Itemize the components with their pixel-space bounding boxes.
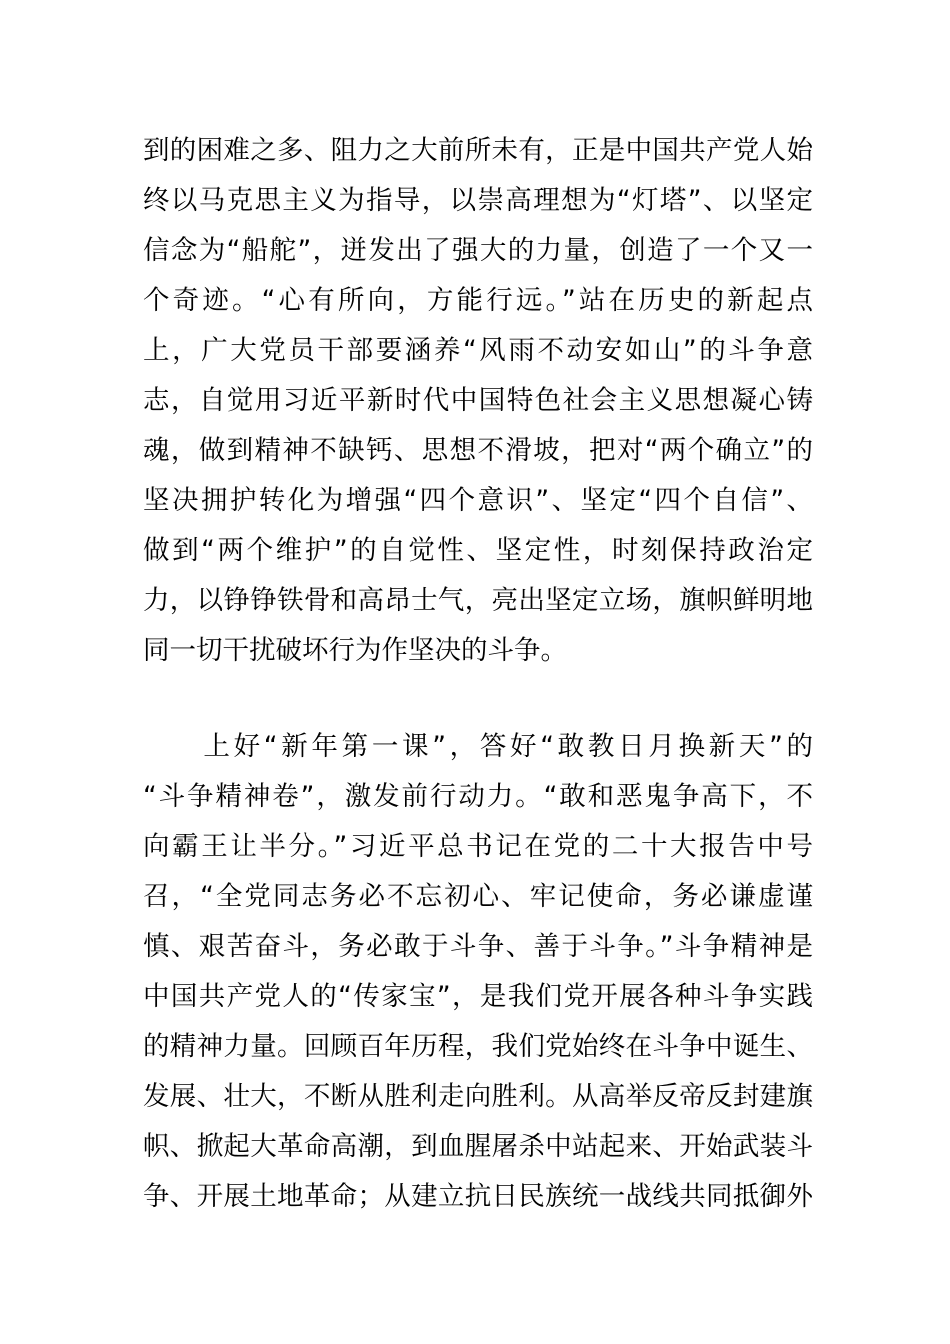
text-line: 做到“两个维护”的自觉性、坚定性，时刻保持政治定: [143, 535, 813, 566]
text-line: 中国共产党人的“传家宝”，是我们党开展各种斗争实践: [143, 981, 813, 1012]
text-line: 上好“新年第一课”，答好“敢教日月换新天”的: [143, 731, 813, 762]
text-line: 发展、壮大，不断从胜利走向胜利。从高举反帝反封建旗: [143, 1081, 813, 1112]
text-line: 争、开展土地革命；从建立抗日民族统一战线共同抵御外: [143, 1181, 813, 1212]
text-line: 召，“全党同志务必不忘初心、牢记使命，务必谦虚谨: [143, 881, 813, 912]
text-line: 终以马克思主义为指导，以崇高理想为“灯塔”、以坚定: [143, 185, 813, 216]
text-line: 魂，做到精神不缺钙、思想不滑坡，把对“两个确立”的: [143, 435, 813, 466]
text-line: 到的困难之多、阻力之大前所未有，正是中国共产党人始: [143, 135, 813, 166]
text-line: 帜、掀起大革命高潮，到血腥屠杀中站起来、开始武装斗: [143, 1131, 813, 1162]
text-line: 的精神力量。回顾百年历程，我们党始终在斗争中诞生、: [143, 1031, 813, 1062]
text-line: 向霸王让半分。”习近平总书记在党的二十大报告中号: [143, 831, 813, 862]
text-line: 力，以铮铮铁骨和高昂士气，亮出坚定立场，旗帜鲜明地: [143, 585, 813, 616]
text-line: “斗争精神卷”，激发前行动力。“敢和恶鬼争高下，不: [143, 781, 813, 812]
text-line: 同一切干扰破坏行为作坚决的斗争。: [143, 635, 567, 666]
text-line: 个奇迹。“心有所向，方能行远。”站在历史的新起点: [143, 285, 813, 316]
text-line: 信念为“船舵”，迸发出了强大的力量，创造了一个又一: [143, 235, 813, 266]
text-line: 慎、艰苦奋斗，务必敢于斗争、善于斗争。”斗争精神是: [143, 931, 813, 962]
paragraph-2: [143, 722, 813, 1222]
text-line: 坚决拥护转化为增强“四个意识”、坚定“四个自信”、: [143, 485, 813, 516]
text-line: 志，自觉用习近平新时代中国特色社会主义思想凝心铸: [143, 385, 813, 416]
paragraph-1: [143, 126, 813, 676]
text-line: 上，广大党员干部要涵养“风雨不动安如山”的斗争意: [143, 335, 813, 366]
